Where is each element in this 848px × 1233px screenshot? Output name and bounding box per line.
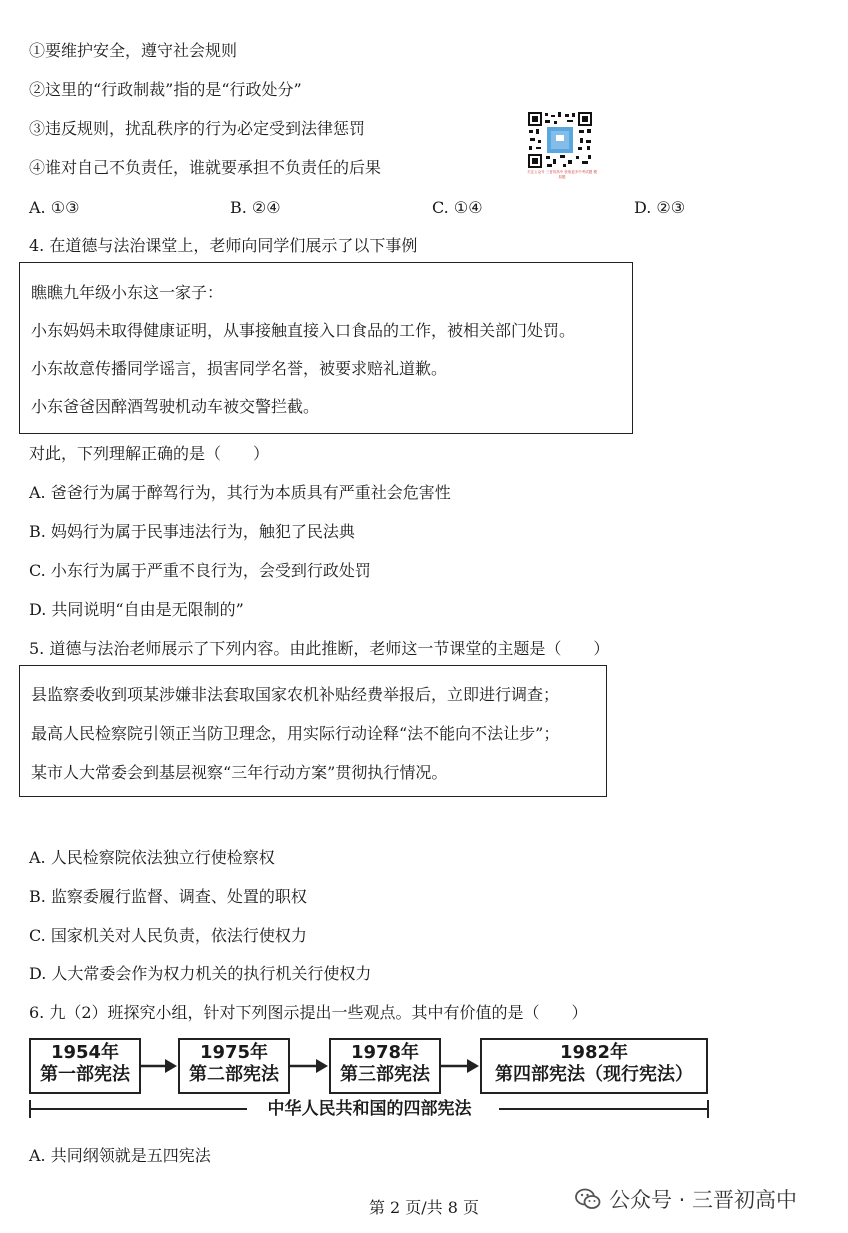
q5-option-b: B. 监察委履行监督、调查、处置的职权	[29, 887, 307, 906]
q4-option-d: D. 共同说明“自由是无限制的”	[29, 600, 244, 619]
q3-option-b: B. ②④	[230, 198, 281, 217]
q4-stem: 4. 在道德与法治课堂上，老师向同学们展示了以下事例	[29, 236, 418, 255]
q4-prompt: 对此，下列理解正确的是（ ）	[29, 444, 270, 463]
q3-option-c: C. ①④	[432, 198, 483, 217]
q5-option-c: C. 国家机关对人民负责，依法行使权力	[29, 926, 307, 945]
q5-stem: 5. 道德与法治老师展示了下列内容。由此推断，老师这一节课堂的主题是（ ）	[29, 639, 610, 658]
timeline-year: 1978年	[350, 1042, 420, 1063]
timeline-year: 1975年	[199, 1042, 269, 1063]
timeline-caption: 中华人民共和国的四部宪法	[247, 1097, 492, 1121]
watermark-text: 公众号 · 三晋初高中	[609, 1188, 798, 1212]
timeline-constitution: 第四部宪法（现行宪法）	[495, 1064, 693, 1085]
timeline-constitution: 第三部宪法	[340, 1064, 430, 1085]
q6-option-a: A. 共同纲领就是五四宪法	[29, 1146, 211, 1165]
q5-box-line-2: 最高人民检察院引领正当防卫理念，用实际行动诠释“法不能向不法让步”；	[31, 724, 560, 743]
timeline-node-1982	[480, 1038, 708, 1094]
page-number: 第 2 页/共 8 页	[368, 1198, 480, 1217]
q3-statement-2: ②这里的“行政制裁”指的是“行政处分”	[29, 80, 302, 99]
q3-option-d: D. ②③	[634, 198, 686, 217]
q5-option-a: A. 人民检察院依法独立行使检察权	[29, 848, 275, 867]
q5-option-d: D. 人大常委会作为权力机关的执行机关行使权力	[29, 964, 372, 983]
arrow-right-icon	[441, 1056, 480, 1076]
qr-caption: 关注公众号 三晋初高中 获取更多中考试题 模拟题	[527, 170, 597, 179]
q4-box-line-4: 小东爸爸因醉酒驾驶机动车被交警拦截。	[31, 397, 320, 416]
q3-statement-1: ①要维护安全，遵守社会规则	[29, 41, 238, 60]
watermark	[575, 1184, 797, 1214]
q3-statement-4: ④谁对自己不负责任，谁就要承担不负责任的后果	[29, 158, 382, 177]
q4-option-b: B. 妈妈行为属于民事违法行为，触犯了民法典	[29, 522, 355, 541]
q4-box-line-3: 小东故意传播同学谣言，损害同学名誉，被要求赔礼道歉。	[31, 359, 448, 378]
arrow-right-icon	[290, 1056, 329, 1076]
timeline-constitution: 第一部宪法	[40, 1064, 130, 1085]
q4-option-a: A. 爸爸行为属于醉驾行为，其行为本质具有严重社会危害性	[29, 483, 451, 502]
q4-box-line-1: 瞧瞧九年级小东这一家子：	[31, 283, 224, 302]
q5-box-line-1: 县监察委收到项某涉嫌非法套取国家农机补贴经费举报后，立即进行调查；	[31, 685, 560, 704]
q3-option-a: A. ①③	[29, 198, 80, 217]
timeline-year: 1954年	[50, 1042, 120, 1063]
timeline-node-1954	[29, 1038, 141, 1094]
q4-box-line-2: 小东妈妈未取得健康证明，从事接触直接入口食品的工作，被相关部门处罚。	[31, 321, 576, 340]
q6-stem: 6. 九（2）班探究小组，针对下列图示提出一些观点。其中有价值的是（ ）	[29, 1003, 588, 1022]
timeline-node-1978	[329, 1038, 441, 1094]
wechat-icon	[575, 1188, 601, 1210]
q5-box-line-3: 某市人大常委会到基层视察“三年行动方案”贯彻执行情况。	[31, 763, 448, 782]
q3-statement-3: ③违反规则，扰乱秩序的行为必定受到法律惩罚	[29, 119, 366, 138]
timeline-node-1975	[178, 1038, 290, 1094]
timeline-constitution: 第二部宪法	[189, 1064, 279, 1085]
qr-code-icon	[527, 111, 593, 169]
arrow-right-icon	[141, 1056, 178, 1076]
q4-option-c: C. 小东行为属于严重不良行为，会受到行政处罚	[29, 561, 371, 580]
timeline-year: 1982年	[559, 1042, 629, 1063]
